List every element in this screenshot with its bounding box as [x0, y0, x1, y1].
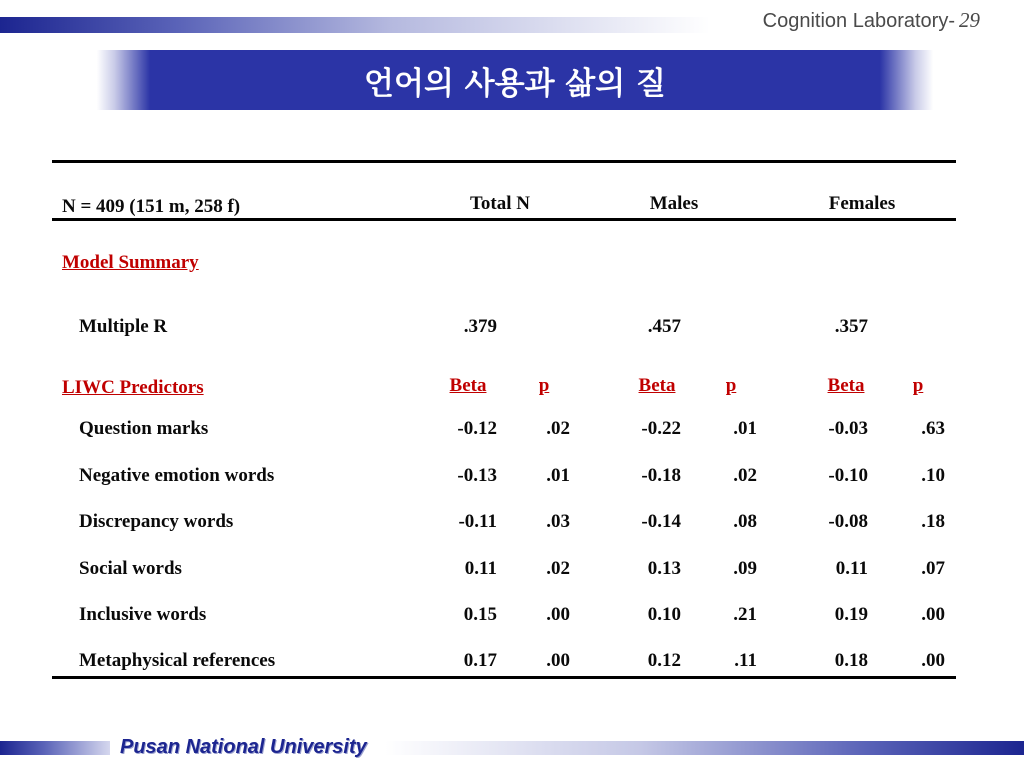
predictor-p-males-value: .02 — [733, 465, 757, 486]
bottom-left-bar — [0, 741, 110, 755]
lab-name: Cognition Laboratory- — [762, 10, 955, 32]
university-name: Pusan National University — [120, 736, 367, 758]
predictor-p-total-value: .03 — [546, 511, 570, 532]
predictor-beta-total-value: -0.11 — [458, 511, 497, 532]
column-header-females: Females — [828, 193, 896, 214]
predictor-beta-males-value: 0.13 — [647, 558, 681, 579]
beta-header-males: Beta — [638, 375, 676, 396]
predictor-p-total-value: .02 — [546, 418, 570, 439]
predictor-beta-males-value: 0.12 — [647, 650, 681, 671]
p-header-males: p — [725, 375, 737, 396]
beta-header-females: Beta — [827, 375, 865, 396]
predictor-p-females-value: .63 — [921, 418, 945, 439]
predictor-label: Negative emotion words — [79, 465, 275, 486]
predictor-label: Inclusive words — [79, 604, 207, 625]
sample-size-label: N = 409 (151 m, 258 f) — [62, 196, 241, 217]
slide-title: 언어의 사용과 삶의 질 — [364, 66, 666, 102]
p-header-total: p — [538, 375, 550, 396]
multiple-r-label: Multiple R — [79, 316, 168, 337]
predictor-beta-total-value: 0.17 — [463, 650, 497, 671]
predictor-beta-females-value: 0.19 — [834, 604, 868, 625]
predictor-beta-males-value: 0.10 — [647, 604, 681, 625]
predictor-p-total-value: .01 — [546, 465, 570, 486]
predictor-beta-females-value: 0.11 — [835, 558, 868, 579]
predictor-p-females-value: .00 — [921, 650, 945, 671]
lab-header — [763, 8, 980, 33]
predictor-label: Social words — [79, 558, 182, 579]
table-header-rule — [52, 218, 956, 221]
predictor-p-females-value: .18 — [921, 511, 945, 532]
beta-header-total: Beta — [449, 375, 487, 396]
predictor-p-males-value: .01 — [733, 418, 757, 439]
predictor-p-males-value: .09 — [733, 558, 757, 579]
column-header-males: Males — [649, 193, 699, 214]
predictor-p-females-value: .10 — [921, 465, 945, 486]
predictor-p-total-value: .02 — [546, 558, 570, 579]
predictor-beta-males-value: -0.18 — [641, 465, 681, 486]
multiple-r-males: .457 — [647, 316, 681, 337]
predictor-p-females-value: .07 — [921, 558, 945, 579]
predictor-p-females-value: .00 — [921, 604, 945, 625]
multiple-r-females: .357 — [834, 316, 868, 337]
column-header-total: Total N — [469, 193, 530, 214]
predictor-beta-females-value: 0.18 — [834, 650, 868, 671]
table-top-rule — [52, 160, 956, 163]
predictor-beta-females-value: -0.10 — [828, 465, 868, 486]
predictor-label: Question marks — [79, 418, 209, 439]
predictor-p-males-value: .11 — [734, 650, 757, 671]
predictor-p-total-value: .00 — [546, 604, 570, 625]
model-summary-heading: Model Summary — [62, 252, 199, 273]
predictor-beta-males-value: -0.14 — [641, 511, 681, 532]
predictor-p-total-value: .00 — [546, 650, 570, 671]
predictor-label: Metaphysical references — [79, 650, 276, 671]
title-band — [70, 50, 960, 110]
predictor-beta-total-value: 0.15 — [463, 604, 497, 625]
predictor-beta-total-value: -0.13 — [457, 465, 497, 486]
predictor-p-males-value: .21 — [733, 604, 757, 625]
predictor-beta-total-value: 0.11 — [464, 558, 497, 579]
page-number: 29 — [959, 8, 980, 32]
liwc-predictors-heading: LIWC Predictors — [62, 377, 204, 398]
predictor-beta-females-value: -0.08 — [828, 511, 868, 532]
multiple-r-total: .379 — [463, 316, 497, 337]
p-header-females: p — [912, 375, 924, 396]
top-decorative-bar — [0, 17, 710, 33]
table-bottom-rule — [52, 676, 956, 679]
predictor-beta-males-value: -0.22 — [641, 418, 681, 439]
predictor-beta-females-value: -0.03 — [828, 418, 868, 439]
predictor-beta-total-value: -0.12 — [457, 418, 497, 439]
bottom-right-bar — [385, 741, 1024, 755]
predictor-p-males-value: .08 — [733, 511, 757, 532]
predictor-label: Discrepancy words — [79, 511, 234, 532]
